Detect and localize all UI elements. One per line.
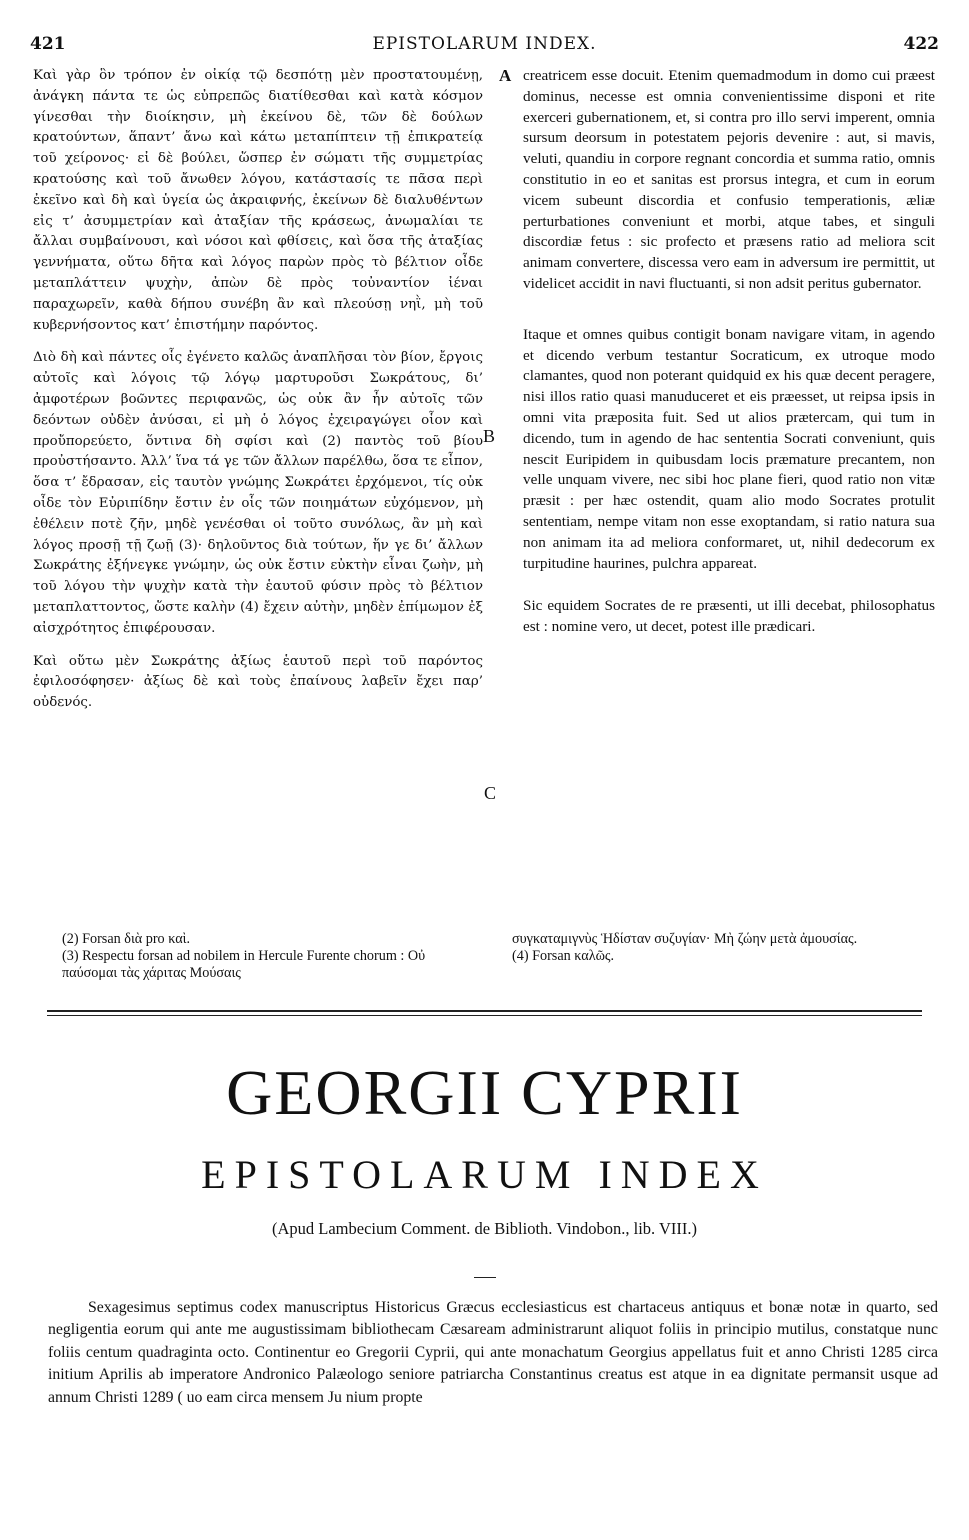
page-number-left: 421 xyxy=(30,34,66,54)
latin-paragraph-2: Itaque et omnes quibus contigit bonam navigare vitam, in agendo et dicendo verbum testantur Socraticum, ex utroque modo clamantes, quod non poterant quidquid ex his quæ decent peragere, nisi illos ratio quasi manuduceret et eis præesset, ut reipsa ipsis in omni vita præposita fuit. Sed ut alios prætercam, qui tum in dicendo, tum in agendo de hac sententia Socrati conveniunt, quis nescit Euripidem in quibusdam locis præmature precantem, non velle unquam vivere, nec sibi hoc plane fieri, quod ratio non vitæ præsit : per hæc ostendit, quam alio modo Socrates protulit sententiam, nempe vitam non esse exoptandam, si ratio natura sua non animam ita ad meliora conformaret, ut, nihil dedecorum ex turpitudine haurines, pulchra appareat. xyxy=(523,325,935,572)
running-title: EPISTOLARUM INDEX. xyxy=(372,34,597,54)
greek-paragraph-1: Καὶ γὰρ ὃν τρόπον ἐν οἰκίᾳ τῷ δεσπότῃ μὲν προστατουμένῃ, ἀνάγκη πάντα τε ὡς εὐπρεπῶς διατίθεσθαι καὶ κατὰ κόσμον γίνεσθαι τὴν διοίκησιν, μὴ ἐκείνου δὲ, τῶν δὲ δούλων κρατούντων, ἅπαντ’ ἄνω καὶ κάτω μεταπίπτειν τῇ ἐπικρατείᾳ τοῦ χείρονος· εἰ δὲ βούλει, ὥσπερ ἐν σώματι τῆς συμμετρίας κρατούσης καὶ τοῦ ἄνωθεν λόγου, κατάστασίς τε πᾶσα περὶ ἐκεῖνο καὶ δὴ καὶ ὑγεία ὡς ἀκραιφνής, ἐκείνων δὲ διαλυθέντων εἰς τ’ ἀσυμμετρίαν καὶ ἀταξίαν τῆς κράσεως, ἀνωμαλίαι τε ἄλλαι συμβαίνουσι, καὶ νόσοι καὶ φθίσεις, καὶ ὅσα τῆς ἀταξίας γεννήματα, οὕτω δῆτα καὶ λόγος παρὼν πρὸς τὸ βέλτιον οἶδε μεταπλάττειν ψυχὴν, ἀπὼν δὲ πρὸς τοὐναντίον ἰέναι παραχωρεῖν, καθὰ δήπου συνέβη ἂν καὶ πλεούσῃ νηῒ, μὴ τοῦ κυβερνήσοντος κατ’ ἐπιστήμην παρόντος. xyxy=(33,68,483,333)
footnotes-left xyxy=(62,931,482,982)
footnote-3: (3) Respectu forsan ad nobilem in Hercule Furente chorum : Οὐ παύσομαι τὰς χάριτας Μούσαις xyxy=(62,948,426,981)
footnote-4: (4) Forsan καλῶς. xyxy=(512,948,615,964)
intro-paragraph: Sexagesimus septimus codex manuscriptus Historicus Græcus ecclesiasticus est chartaceus antiquus et bonæ notæ in quarto, sed negligentia eorum qui ante me augustissimam bibliothecam Cæsaream administrarunt aliquot foliis in principio mutilus, constatque nunc foliis centum quadraginta octo. Continentur eo Gregorii Cyprii, qui ante monachatum Georgius appellatus fuit et anno Christi 1285 circa initium Aprilis ab imperatore Andronico Palæologo seniore patriarcha Constantinus creatus est atque in ea dignitate permansit usque ad annum Christi 1289 ( uo eam circa mensem Ju nium propte xyxy=(48,1299,938,1406)
greek-column xyxy=(33,66,483,714)
margin-marker-a: A xyxy=(499,66,512,85)
section-rule-thin xyxy=(47,1015,922,1016)
section-subtitle: EPISTOLARUM INDEX xyxy=(201,1152,768,1197)
running-head xyxy=(30,34,939,56)
margin-marker-c: C xyxy=(484,783,497,803)
short-divider xyxy=(474,1277,496,1278)
source-reference: (Apud Lambecium Comment. de Biblioth. Vindobon., lib. VIII.) xyxy=(271,1219,698,1238)
latin-paragraph-3: Sic equidem Socrates de re præsenti, ut illi decebat, philosophatus est : nomine vero, ut decet, potest ille prædicari. xyxy=(523,597,935,636)
margin-marker-b: B xyxy=(483,426,496,446)
footnote-2: (2) Forsan διὰ pro καὶ. xyxy=(62,931,191,947)
latin-column xyxy=(523,66,935,638)
greek-paragraph-2: Διὸ δὴ καὶ πάντες οἷς ἐγένετο καλῶς ἀναπλῆσαι τὸν βίον, ἔργοις αὐτοῖς καὶ λόγοις τῷ λόγῳ μαρτυροῦσι Σωκράτους, δι’ ἀμφοτέρων βοῶντες περιφανῶς, ὡς οὐκ ἂν ἦν αὐτοῖς τῶν δεόντων οὐδὲν ἀνύσαι, εἰ μὴ ὁ λόγος ἐχειραγώγει οἷον καὶ προὔπορεύετο, ὅντινα δὴ σφίσι καὶ (2) παντὸς τοῦ βίου προὐστήσαντο. Ἀλλ’ ἵνα τά γε τῶν ἄλλων παρέλθω, ὅσα τε εἶπον, ὅσα τ’ ἔδρασαν, εἰς ταυτὸν γνώμης Σωκράτει ἐρχόμενοι, τίς οὐκ οἶδε τὸν Εὐριπίδην ἔστιν ἐν οἷς τῶν ποιημάτων εὐχόμενον, μὴ ἐθέλειν ποτὲ ζῆν, μηδὲ γενέσθαι οἱ τοῦτο συνόλως, ἂν μὴ καὶ λόγος προσῇ τῇ ζωῇ (3)· δηλοῦντος διὰ τούτων, ἥν γε δι’ ἄλλων Σωκράτης ἐξήνεγκε γνώμην, ὡς οὐκ ἔστιν εὐκτὴν εἶναι ζωὴν, μὴ τοῦ λόγου τὴν ψυχὴν κατὰ τὴν ἑαυτοῦ φύσιν πρὸς τὸ βέλτιον μεταπλαττοντος, ὥστε καλὴν (4) ἔχειν αὐτὴν, μηδὲν ἐπίμωμον ἐξ αἰσχρότητος ἐπιφέρουσαν. xyxy=(33,350,483,636)
section-title: GEORGII CYPRII xyxy=(226,1057,743,1128)
section-rule xyxy=(47,1010,922,1012)
intro-body xyxy=(48,1297,938,1409)
footnote-3-continued: συγκαταμιγνὺς Ἡδίσταν συζυγίαν· Μὴ ζώην μετὰ ἀμουσίας. xyxy=(512,931,858,947)
greek-paragraph-3: Καὶ οὕτω μὲν Σωκράτης ἀξίως ἑαυτοῦ περὶ τοῦ παρόντος ἐφιλοσόφησεν· ἀξίως δὲ καὶ τοὺς ἐπαίνους λαβεῖν ἔχει παρ’ οὐδενός. xyxy=(33,653,483,711)
footnotes-right xyxy=(512,931,937,965)
latin-paragraph-1: creatricem esse docuit. Etenim quemadmodum in domo cui præest dominus, necesse est omnia convenientissime disponi et rite exerceri gubernationem, et, si contra pro illo servi imperent, omnia sursum deorsum in potestatem pejoris devenire : aut, si mavis, veluti, quandiu in corpore regnant concordia et summa ratio, omnis constitutio in eo et sanitas est prorsus integra, et cum in eorum vicem subeunt discordia et confusio temperationis, æliæ perturbationes conveniunt et morbi, atque tabes, et singuli discordiæ fetus : sic profecto et præsens ratio ad meliora scit animam convertere, discessa vero eam in adversum ire permittit, ut videlicet accidit in navi fluctuanti, si non adsit peritus gubernator. xyxy=(523,67,935,292)
page-number-right: 422 xyxy=(903,34,939,54)
